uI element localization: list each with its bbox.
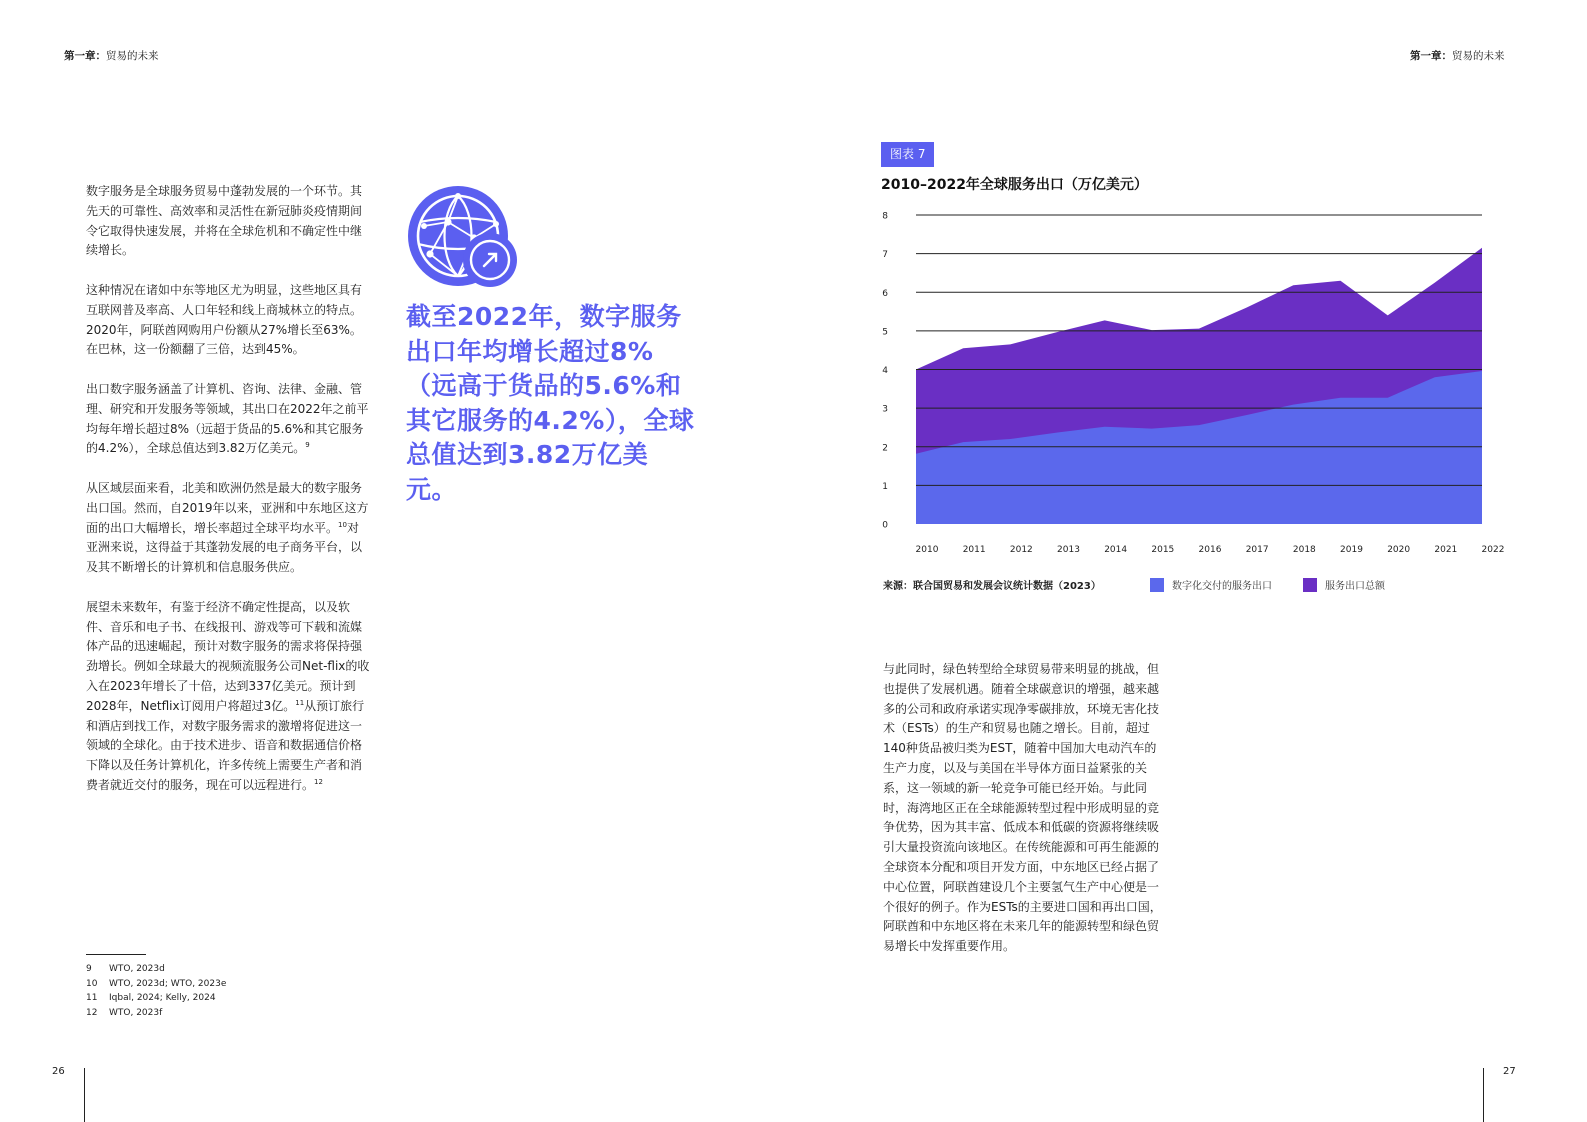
chart-source: 来源：联合国贸易和发展会议统计数据（2023） bbox=[883, 581, 1101, 592]
chart-title: 2010–2022年全球服务出口（万亿美元） bbox=[881, 177, 1148, 193]
x-tick-label: 2017 bbox=[1245, 545, 1269, 555]
footnotes bbox=[86, 962, 226, 1021]
body-paragraph: 数字服务是全球服务贸易中蓬勃发展的一个环节。其先天的可靠性、高效率和灵活性在新冠肺炎疫情期间令它取得快速发展，并将在全球危机和不确定性中继续增长。 bbox=[86, 184, 363, 258]
y-tick-label: 5 bbox=[882, 327, 888, 338]
services-export-area-chart bbox=[860, 200, 1505, 565]
x-tick-label: 2012 bbox=[1009, 545, 1033, 555]
footnote-divider bbox=[86, 954, 146, 955]
body-paragraph: 与此同时，绿色转型给全球贸易带来明显的挑战，但也提供了发展机遇。随着全球碳意识的增强，越来越多的公司和政府承诺实现净零碳排放，环境无害化技术（ESTs）的生产和贸易也随之增长。目前，超过140种货品被归类为EST，随着中国加大电动汽车的生产力度，以及与美国在半导体方面日益紧张的关系，这一领域的新一轮竞争可能已经开始。与此同时，海湾地区正在全球能源转型过程中形成明显的竞争优势，因为其丰富、低成本和低碳的资源将继续吸引大量投资流向该地区。在传统能源和可再生能源的全球资本分配和项目开发方面，中东地区已经占据了中心位置，阿联酋建设几个主要氢气生产中心便是一个很好的例子。作为ESTs的主要进口国和再出口国，阿联酋和中东地区将在未来几年的能源转型和绿色贸易增长中发挥重要作用。 bbox=[883, 662, 1162, 954]
y-tick-label: 4 bbox=[882, 366, 888, 376]
legend-swatch bbox=[1303, 578, 1317, 592]
legend-swatch bbox=[1150, 578, 1164, 592]
page-edge-line-left bbox=[84, 1068, 85, 1122]
pull-quote: 截至2022年，数字服务出口年均增长超过8%（远高于货品的5.6%和其它服务的4.2%），全球总值达到3.82万亿美元。 bbox=[406, 302, 695, 504]
y-tick-label: 1 bbox=[882, 481, 888, 492]
running-header-left bbox=[64, 48, 159, 63]
footnote-ref[interactable]: 11 bbox=[295, 698, 305, 707]
body-paragraph: 这种情况在诸如中东等地区尤为明显，这些地区具有互联网普及率高、人口年轻和线上商城林立的特点。2020年，阿联酋网购用户份额从27%增长至63%。在巴林，这一份额翻了三倍，达到45%。 bbox=[86, 282, 363, 357]
x-tick-label: 2020 bbox=[1387, 545, 1411, 555]
chapter-title: 贸易的未来 bbox=[1452, 50, 1505, 62]
left-body-column bbox=[86, 182, 370, 816]
body-paragraph: 从区域层面来看，北美和欧洲仍然是最大的数字服务出口国。然而，自2019年以来，亚洲和中东地区这方面的出口大幅增长，增长率超过全球平均水平。$^{10}$对亚洲来说，这得益于其蓬勃发展的电子商务平台，以及其不断增长的计算机和信息服务供应。 bbox=[86, 480, 369, 575]
footnote-item: 10 WTO, 2023d; WTO, 2023e bbox=[86, 978, 227, 989]
x-tick-label: 2021 bbox=[1434, 545, 1458, 555]
globe-network-icon bbox=[404, 184, 520, 290]
page-edge-line-right bbox=[1483, 1068, 1484, 1122]
footnote-ref[interactable]: 9 bbox=[305, 441, 310, 450]
x-tick-label: 2018 bbox=[1292, 545, 1316, 555]
x-tick-label: 2010 bbox=[915, 545, 939, 555]
x-tick-label: 2014 bbox=[1104, 545, 1128, 555]
page-number-right: 27 bbox=[1503, 1066, 1516, 1077]
legend-item-total: 服务出口总额 bbox=[1303, 577, 1385, 592]
x-tick-label: 2015 bbox=[1151, 545, 1175, 555]
footnote-item: 9 WTO, 2023d bbox=[86, 964, 165, 974]
y-tick-label: 6 bbox=[882, 288, 888, 299]
legend-item-digital: 数字化交付的服务出口 bbox=[1150, 577, 1272, 592]
x-tick-label: 2011 bbox=[962, 545, 986, 555]
footnote-ref[interactable]: 10 bbox=[338, 520, 347, 529]
figure-badge: 图表 7 bbox=[881, 142, 934, 167]
x-tick-label: 2022 bbox=[1481, 545, 1505, 555]
y-tick-label: 8 bbox=[882, 211, 888, 222]
chapter-label: 第一章： bbox=[64, 50, 106, 62]
page-number-left: 26 bbox=[52, 1066, 65, 1077]
chapter-title: 贸易的未来 bbox=[106, 50, 159, 62]
x-tick-label: 2013 bbox=[1057, 545, 1080, 555]
right-body-column bbox=[883, 660, 1167, 957]
x-tick-label: 2019 bbox=[1340, 545, 1363, 555]
footnote-item: 12 WTO, 2023f bbox=[86, 1008, 163, 1019]
y-tick-label: 2 bbox=[882, 443, 888, 454]
x-tick-label: 2016 bbox=[1198, 545, 1222, 555]
chapter-label: 第一章： bbox=[1410, 50, 1452, 62]
y-tick-label: 0 bbox=[882, 520, 888, 531]
y-tick-label: 3 bbox=[882, 404, 888, 415]
body-paragraph: 出口数字服务涵盖了计算机、咨询、法律、金融、管理、研究和开发服务等领域，其出口在2022年之前平均每年增长超过8%（远超于货品的5.6%和其它服务的4.2%），全球总值达到3.82万亿美元。$^9$ bbox=[86, 381, 369, 456]
running-header-right bbox=[1410, 48, 1505, 63]
footnote-item: 11 Iqbal, 2024; Kelly, 2024 bbox=[86, 993, 216, 1004]
body-paragraph: 展望未来数年，有鉴于经济不确定性提高，以及软件、音乐和电子书、在线报刊、游戏等可下载和流媒体产品的迅速崛起，预计对数字服务的需求将保持强劲增长。例如全球最大的视频流服务公司Net-flix的收入在2023年增长了十倍，达到337亿美元。预计到2028年，Netflix订阅用户将超过3亿。$^{11}$从预订旅行和酒店到找工作，对数字服务需求的激增将促进这一领域的全球化。由于技术进步、语音和数据通信价格下降以及任务计算机化，许多传统上需要生产者和消费者就近交付的服务，现在可以远程进行。$^{12}$ bbox=[86, 599, 370, 792]
y-tick-label: 7 bbox=[882, 250, 888, 261]
footnote-ref[interactable]: 12 bbox=[314, 777, 323, 786]
